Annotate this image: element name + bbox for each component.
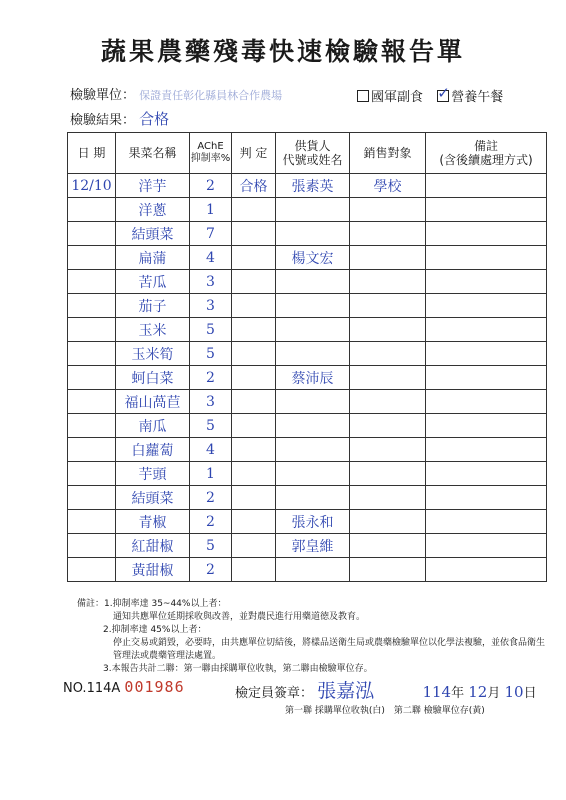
supplier-cell — [276, 270, 350, 294]
day-label: 日 — [523, 686, 537, 701]
header-supplier-line1: 供貨人 — [294, 139, 331, 153]
rate-cell: 2 — [190, 486, 232, 510]
judge-cell — [232, 294, 276, 318]
note-3: 3.本報告共計二聯：第一聯由採購單位收執，第二聯由檢驗單位存。 — [103, 664, 373, 674]
item-cell: 青椒 — [116, 510, 190, 534]
remark-cell — [426, 174, 547, 198]
table-row — [68, 510, 547, 534]
option2-checkbox[interactable] — [437, 84, 450, 102]
target-cell — [350, 318, 426, 342]
result-row — [70, 108, 169, 129]
item-cell: 玉米筍 — [116, 342, 190, 366]
table-row — [68, 534, 547, 558]
notes-block — [77, 598, 547, 676]
item-cell: 苦瓜 — [116, 270, 190, 294]
remark-cell — [426, 294, 547, 318]
judge-cell — [232, 198, 276, 222]
item-cell: 洋芋 — [116, 174, 190, 198]
form-title: 蔬果農藥殘毒快速檢驗報告單 — [100, 37, 465, 66]
table-row — [68, 438, 547, 462]
supplier-cell — [276, 222, 350, 246]
serial-number — [63, 678, 185, 696]
header-ache-line1: AChE — [197, 141, 224, 152]
judge-cell — [232, 366, 276, 390]
item-cell: 茄子 — [116, 294, 190, 318]
unit-stamp: 保證責任彰化縣員林合作農場 — [139, 89, 283, 102]
remark-cell — [426, 558, 547, 582]
inspector-signature: 張嘉泓 — [317, 680, 375, 702]
target-cell — [350, 222, 426, 246]
rate-cell: 2 — [190, 174, 232, 198]
serial-label: NO.114A — [63, 681, 121, 696]
target-cell — [350, 390, 426, 414]
date-cell — [68, 318, 116, 342]
date-cell — [68, 558, 116, 582]
date-cell — [68, 366, 116, 390]
remark-cell — [426, 438, 547, 462]
judge-cell — [232, 534, 276, 558]
header-supplier-line2: 代號或姓名 — [282, 153, 343, 167]
table-row — [68, 246, 547, 270]
note-2b: 停止交易或銷毀，必要時，由共應單位切結後，將樣品送衛生局或農藥檢驗單位以化學法複驗，並依食品衛生 — [113, 638, 546, 648]
date-cell — [68, 294, 116, 318]
supplier-cell: 楊文宏 — [276, 246, 350, 270]
target-cell — [350, 270, 426, 294]
table-body — [68, 174, 547, 582]
judge-cell: 合格 — [232, 174, 276, 198]
header-target: 銷售對象 — [350, 133, 426, 174]
rate-cell: 5 — [190, 342, 232, 366]
remark-cell — [426, 198, 547, 222]
rate-cell: 7 — [190, 222, 232, 246]
supplier-cell: 張永和 — [276, 510, 350, 534]
remark-cell — [426, 414, 547, 438]
date-cell — [68, 246, 116, 270]
date-month: 12 — [468, 683, 488, 701]
supplier-cell: 蔡沛辰 — [276, 366, 350, 390]
unit-row — [70, 84, 282, 103]
meal-type-options — [357, 86, 503, 105]
table-row — [68, 174, 547, 198]
supplier-cell — [276, 558, 350, 582]
remark-cell — [426, 342, 547, 366]
rate-cell: 2 — [190, 510, 232, 534]
remark-cell — [426, 222, 547, 246]
result-label: 檢驗結果： — [70, 113, 136, 128]
target-cell — [350, 414, 426, 438]
date-day: 10 — [504, 683, 524, 701]
judge-cell — [232, 342, 276, 366]
target-cell — [350, 558, 426, 582]
item-cell: 白蘿蔔 — [116, 438, 190, 462]
target-cell — [350, 294, 426, 318]
remark-cell — [426, 486, 547, 510]
date-cell — [68, 198, 116, 222]
supplier-cell — [276, 462, 350, 486]
table-row — [68, 318, 547, 342]
header-remark-line2: (含後續處理方式) — [439, 153, 533, 167]
item-cell: 芋頭 — [116, 462, 190, 486]
supplier-cell — [276, 438, 350, 462]
target-cell — [350, 438, 426, 462]
supplier-cell — [276, 294, 350, 318]
judge-cell — [232, 558, 276, 582]
table-row — [68, 486, 547, 510]
supplier-cell — [276, 198, 350, 222]
table-row — [68, 462, 547, 486]
remark-cell — [426, 270, 547, 294]
table-row — [68, 198, 547, 222]
option1-label: 國軍副食 — [371, 90, 424, 105]
header-remark-line1: 備註 — [473, 139, 498, 153]
table-row — [68, 222, 547, 246]
result-value: 合格 — [139, 110, 170, 128]
date-cell — [68, 342, 116, 366]
rate-cell: 1 — [190, 462, 232, 486]
header-supplier — [276, 133, 350, 174]
unit-label: 檢驗單位： — [70, 88, 136, 103]
rate-cell: 5 — [190, 414, 232, 438]
target-cell — [350, 342, 426, 366]
target-cell — [350, 366, 426, 390]
table-row — [68, 366, 547, 390]
target-cell — [350, 462, 426, 486]
remark-cell — [426, 246, 547, 270]
date-cell — [68, 438, 116, 462]
target-cell — [350, 534, 426, 558]
remark-cell — [426, 462, 547, 486]
item-cell: 結頭菜 — [116, 486, 190, 510]
date-cell — [68, 486, 116, 510]
rate-cell: 3 — [190, 270, 232, 294]
table-row — [68, 414, 547, 438]
header-ache — [190, 133, 232, 174]
rate-cell: 5 — [190, 318, 232, 342]
year-label: 年 — [451, 686, 465, 701]
check-mark-icon: ✓ — [437, 84, 450, 102]
header-item: 果菜名稱 — [116, 133, 190, 174]
target-cell — [350, 510, 426, 534]
note-2: 2.抑制率達 45%以上者： — [103, 625, 207, 635]
remark-cell — [426, 390, 547, 414]
inspection-table — [67, 132, 547, 582]
option2-label: 營養午餐 — [451, 90, 504, 105]
item-cell: 玉米 — [116, 318, 190, 342]
supplier-cell — [276, 486, 350, 510]
item-cell: 黃甜椒 — [116, 558, 190, 582]
judge-cell — [232, 390, 276, 414]
date-cell — [68, 534, 116, 558]
item-cell: 蚵白菜 — [116, 366, 190, 390]
rate-cell: 1 — [190, 198, 232, 222]
date-cell — [68, 222, 116, 246]
target-cell — [350, 198, 426, 222]
date-year: 114 — [422, 683, 452, 701]
header-ache-line2: 抑制率% — [190, 153, 231, 164]
item-cell: 紅甜椒 — [116, 534, 190, 558]
table-row — [68, 270, 547, 294]
table-row — [68, 558, 547, 582]
header-judge: 判 定 — [232, 133, 276, 174]
table-row — [68, 294, 547, 318]
judge-cell — [232, 318, 276, 342]
rate-cell: 3 — [190, 390, 232, 414]
month-label: 月 — [487, 686, 501, 701]
supplier-cell: 張素英 — [276, 174, 350, 198]
table-row — [68, 342, 547, 366]
judge-cell — [232, 270, 276, 294]
table-row — [68, 390, 547, 414]
item-cell: 結頭菜 — [116, 222, 190, 246]
inspector-label: 檢定員簽章： — [235, 686, 314, 701]
supplier-cell: 郭皇維 — [276, 534, 350, 558]
serial-value: 001986 — [124, 678, 185, 696]
rate-cell: 3 — [190, 294, 232, 318]
option1-checkbox[interactable] — [357, 90, 369, 102]
copies-note: 第一聯 採購單位收執(白) 第二聯 檢驗單位存(黃) — [285, 706, 485, 716]
table-header-row — [68, 133, 547, 174]
item-cell: 扁蒲 — [116, 246, 190, 270]
note-1-text: 1.抑制率達 35~44%以上者： — [104, 599, 227, 609]
note-1 — [77, 598, 547, 611]
judge-cell — [232, 246, 276, 270]
header-date: 日 期 — [68, 133, 116, 174]
supplier-cell — [276, 318, 350, 342]
judge-cell — [232, 510, 276, 534]
item-cell: 福山萵苣 — [116, 390, 190, 414]
date-cell — [68, 462, 116, 486]
judge-cell — [232, 222, 276, 246]
item-cell: 南瓜 — [116, 414, 190, 438]
remark-cell — [426, 534, 547, 558]
judge-cell — [232, 438, 276, 462]
date-cell — [68, 510, 116, 534]
date-cell — [68, 414, 116, 438]
target-cell — [350, 486, 426, 510]
remark-cell — [426, 510, 547, 534]
notes-prefix: 備註： — [77, 599, 105, 609]
supplier-cell — [276, 414, 350, 438]
remark-cell — [426, 318, 547, 342]
date-cell — [68, 270, 116, 294]
item-cell: 洋蔥 — [116, 198, 190, 222]
rate-cell: 5 — [190, 534, 232, 558]
signature-row — [235, 676, 537, 703]
note-2c: 管理法或農藥管理法處置。 — [113, 651, 222, 661]
supplier-cell — [276, 342, 350, 366]
date-cell — [68, 390, 116, 414]
judge-cell — [232, 462, 276, 486]
judge-cell — [232, 414, 276, 438]
date-cell: 12/10 — [68, 174, 116, 198]
note-1b: 通知共應單位延期採收與改善，並對農民進行用藥道徳及教育。 — [113, 612, 366, 622]
remark-cell — [426, 366, 547, 390]
target-cell: 學校 — [350, 174, 426, 198]
rate-cell: 4 — [190, 438, 232, 462]
rate-cell: 2 — [190, 558, 232, 582]
judge-cell — [232, 486, 276, 510]
header-remark — [426, 133, 547, 174]
supplier-cell — [276, 390, 350, 414]
target-cell — [350, 246, 426, 270]
rate-cell: 2 — [190, 366, 232, 390]
rate-cell: 4 — [190, 246, 232, 270]
